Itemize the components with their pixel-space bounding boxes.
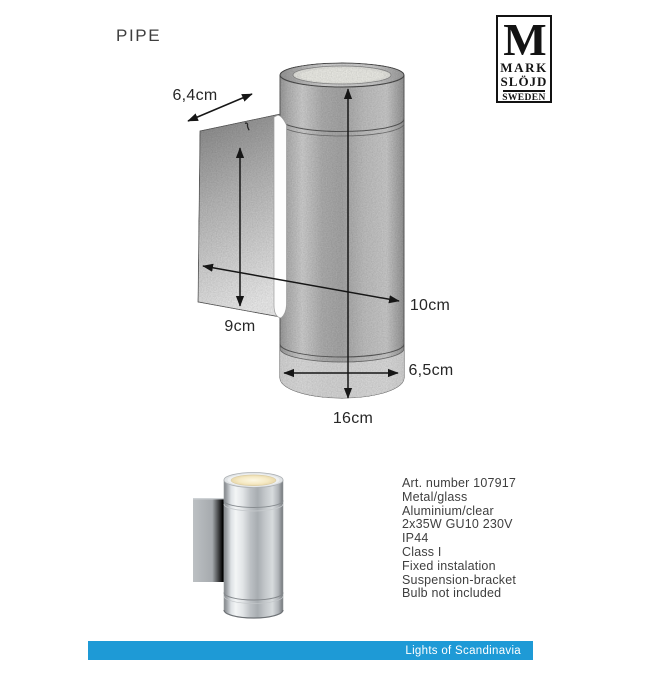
spec-line-bracket: Suspension-bracket <box>402 572 517 587</box>
dimension-diagram <box>140 55 470 445</box>
spec-line-material: Metal/glass <box>402 489 468 504</box>
mounting-plate <box>198 114 280 317</box>
lamp-line-drawing <box>140 55 470 445</box>
spec-line-bulb-note: Bulb not included <box>402 586 502 601</box>
top-lens <box>300 68 384 82</box>
footer-brand-bar <box>88 641 533 660</box>
product-title: PIPE <box>116 26 162 45</box>
logo-text-slojd: SLÖJD <box>500 74 548 89</box>
spec-line-bulb-spec: 2x35W GU10 230V <box>402 517 513 532</box>
photo-glowing-lens <box>231 475 276 486</box>
spec-line-class: Class I <box>402 544 442 559</box>
product-photo <box>190 470 290 624</box>
spec-line-art-number: Art. number 107917 <box>402 476 517 490</box>
logo-letter-m: M <box>503 14 545 65</box>
spec-line-installation: Fixed instalation <box>402 558 496 573</box>
lamp-shaded-shapes <box>198 63 404 398</box>
dimension-label-fixture-height: 16cm <box>332 410 374 427</box>
logo-text-sweden: SWEDEN <box>502 93 546 103</box>
spec-line-ip-rating: IP44 <box>402 531 429 546</box>
dimension-label-diameter: 6,5cm <box>408 362 454 379</box>
dimension-label-total-depth: 10cm <box>409 297 451 314</box>
markslojd-logo <box>496 15 552 103</box>
plate-edge-highlight <box>274 115 287 318</box>
photo-bracket-top-edge <box>193 498 228 499</box>
photo-cylinder-body <box>224 480 283 618</box>
spec-line-finish: Aluminium/clear <box>402 503 494 518</box>
spec-list <box>402 477 516 601</box>
photo-bracket <box>193 498 228 582</box>
footer-brand-text: Lights of Scandinavia <box>405 644 521 657</box>
lamp-photo-render <box>190 470 290 624</box>
dimension-label-bracket-depth: 6,4cm <box>172 87 218 104</box>
lamp-cylinder-body <box>280 75 404 398</box>
logo-divider <box>503 90 545 92</box>
dimension-label-bracket-height: 9cm <box>224 318 256 335</box>
logo-text-mark: MARK <box>500 60 548 75</box>
